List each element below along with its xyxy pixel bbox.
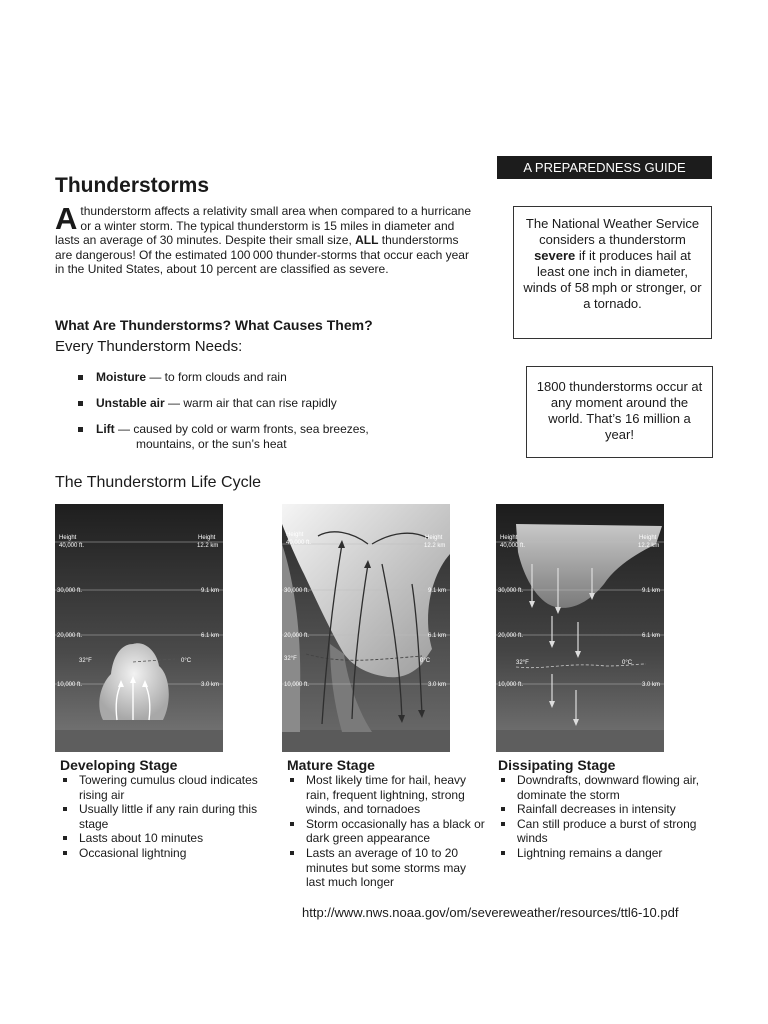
- height-10000ft-label: 10,000 ft.: [498, 682, 524, 688]
- height-label-right: Height: [198, 535, 216, 541]
- stage-list: [287, 773, 487, 890]
- stage-list: [498, 773, 708, 861]
- height-9km-label: 9.1 km: [428, 588, 447, 594]
- list-item-text: Can still produce a burst of strong winds: [517, 816, 697, 846]
- height-9km-label: 9.1 km: [642, 588, 661, 594]
- list-item: [498, 846, 708, 861]
- list-item: [287, 773, 487, 817]
- list-item-text: Most likely time for hail, heavy rain, frequent lightning, strong winds, and tornadoes: [306, 773, 467, 817]
- dissipating-stage-column: [498, 757, 708, 861]
- height-6km-label: 6.1 km: [201, 633, 220, 639]
- bullet-icon: [78, 427, 83, 432]
- list-item: [60, 802, 260, 831]
- height-30000ft-label: 30,000 ft.: [57, 588, 83, 594]
- height-3km-label: 3.0 km: [201, 682, 220, 688]
- needs-item-unstable-air: [78, 396, 418, 411]
- height-label: Height: [500, 535, 518, 541]
- height-10000ft-label: 10,000 ft.: [57, 682, 83, 688]
- bullet-icon: [501, 778, 505, 782]
- height-9km-label: 9.1 km: [201, 588, 220, 594]
- list-item: [498, 817, 708, 846]
- height-20000ft-label: 20,000 ft.: [498, 633, 524, 639]
- height-3km-label: 3.0 km: [428, 682, 447, 688]
- developing-stage-diagram: [55, 504, 223, 752]
- bullet-icon: [501, 822, 505, 826]
- needs-item-lift: [78, 422, 418, 452]
- bullet-icon: [290, 851, 294, 855]
- height-30000ft-label: 30,000 ft.: [498, 588, 524, 594]
- bullet-icon: [78, 401, 83, 406]
- severe-box-bold: severe: [534, 248, 576, 263]
- list-item: [498, 773, 708, 802]
- severe-box-post: if it produces hail at least one inch in diameter, winds of 58 mph or stronger, or a tornado.: [523, 248, 702, 311]
- height-20000ft-label: 20,000 ft.: [57, 633, 83, 639]
- height-label-right: Height: [425, 535, 443, 541]
- list-item-text: Lightning remains a danger: [517, 845, 663, 860]
- freezing-c-label: 0°C: [622, 660, 633, 666]
- stage-list: [60, 773, 260, 861]
- height-6km-label: 6.1 km: [642, 633, 661, 639]
- list-item-text: Storm occasionally has a black or dark green appearance: [306, 816, 485, 846]
- needs-list: [78, 370, 418, 463]
- page-title: Thunderstorms: [55, 174, 210, 197]
- list-item: [60, 773, 260, 802]
- height-40000ft-label: 40,000 ft.: [500, 543, 526, 549]
- bullet-icon: [63, 778, 67, 782]
- height-12km-label: 12.2 km: [424, 543, 446, 549]
- guide-banner: A PREPAREDNESS GUIDE: [497, 156, 712, 179]
- intro-bold: ALL: [355, 233, 379, 247]
- severe-definition-box: [513, 206, 712, 339]
- height-20000ft-label: 20,000 ft.: [284, 633, 310, 639]
- height-label: Height: [59, 535, 77, 541]
- bullet-icon: [63, 851, 67, 855]
- list-item: [287, 846, 487, 890]
- list-item-text: Occasional lightning: [79, 845, 187, 860]
- bullet-icon: [290, 822, 294, 826]
- statistics-box: 1800 thunderstorms occur at any moment around the world. That’s 16 million a year!: [526, 366, 713, 458]
- mature-stage-column: [287, 757, 487, 890]
- height-label-right: Height: [639, 535, 657, 541]
- list-item-text: Lasts an average of 10 to 20 minutes but some storms may last much longer: [306, 845, 467, 890]
- severe-box-pre: The National Weather Service considers a thunderstorm: [525, 216, 700, 247]
- height-40000ft-label: 40,000 ft.: [286, 540, 312, 546]
- needs-term: Lift: [96, 422, 115, 436]
- bullet-icon: [63, 836, 67, 840]
- list-item-text: Rainfall decreases in intensity: [517, 802, 676, 817]
- list-item: [498, 802, 708, 817]
- freezing-c-label: 0°C: [181, 658, 192, 664]
- mature-stage-diagram: [282, 504, 450, 752]
- bullet-icon: [290, 778, 294, 782]
- freezing-f-label: 32°F: [79, 658, 92, 664]
- freezing-c-label: 0°C: [420, 658, 431, 664]
- freezing-f-label: 32°F: [284, 656, 297, 662]
- lifecycle-heading: The Thunderstorm Life Cycle: [55, 474, 262, 491]
- dissipating-stage-diagram: [496, 504, 664, 752]
- bullet-icon: [78, 375, 83, 380]
- list-item-text: Towering cumulus cloud indicates rising air: [79, 773, 258, 802]
- needs-term: Moisture: [96, 370, 147, 384]
- needs-desc: — caused by cold or warm fronts, sea breezes,: [114, 422, 369, 436]
- height-6km-label: 6.1 km: [428, 633, 447, 639]
- source-url: http://www.nws.noaa.gov/om/severeweather/resources/ttl6-10.pdf: [302, 905, 679, 920]
- list-item-text: Usually little if any rain during this stage: [79, 802, 258, 831]
- needs-item-moisture: [78, 370, 418, 385]
- needs-term: Unstable air: [96, 396, 165, 410]
- height-3km-label: 3.0 km: [642, 682, 661, 688]
- list-item-text: Downdrafts, downward flowing air, dominate the storm: [517, 773, 700, 802]
- bullet-icon: [501, 807, 505, 811]
- intro-text-1: thunderstorm affects a relativity small area when compared to a hurricane or a winter storm. The typical thunderstorm is 15 miles in diameter and lasts an average of 30 minutes. Despite their small size,: [55, 204, 472, 247]
- intro-paragraph: [55, 201, 475, 277]
- list-item: [60, 846, 260, 861]
- height-40000ft-label: 40,000 ft.: [59, 543, 85, 549]
- height-label: Height: [286, 532, 304, 538]
- needs-heading: Every Thunderstorm Needs:: [55, 338, 243, 355]
- needs-desc: — warm air that can rise rapidly: [164, 396, 337, 410]
- height-12km-label: 12.2 km: [638, 543, 660, 549]
- list-item: [60, 831, 260, 846]
- height-30000ft-label: 30,000 ft.: [284, 588, 310, 594]
- stage-title: Dissipating Stage: [498, 757, 616, 773]
- developing-stage-column: [60, 757, 260, 861]
- freezing-f-label: 32°F: [516, 660, 529, 666]
- question-heading: What Are Thunderstorms? What Causes Them?: [55, 317, 373, 333]
- list-item: [287, 817, 487, 846]
- stage-title: Mature Stage: [287, 757, 375, 773]
- height-10000ft-label: 10,000 ft.: [284, 682, 310, 688]
- bullet-icon: [63, 807, 67, 811]
- height-12km-label: 12.2 km: [197, 543, 219, 549]
- drop-cap: A: [55, 201, 78, 236]
- needs-desc: — to form clouds and rain: [146, 370, 287, 384]
- list-item-text: Lasts about 10 minutes: [79, 831, 204, 846]
- stage-title: Developing Stage: [60, 757, 178, 773]
- intro-text-2: thunderstorms are dangerous! Of the estimated 100 000 thunder-storms that occur each year in the United States, about 10 percent are classified as severe.: [55, 233, 469, 276]
- bullet-icon: [501, 851, 505, 855]
- needs-desc-continued: mountains, or the sun’s heat: [136, 437, 287, 451]
